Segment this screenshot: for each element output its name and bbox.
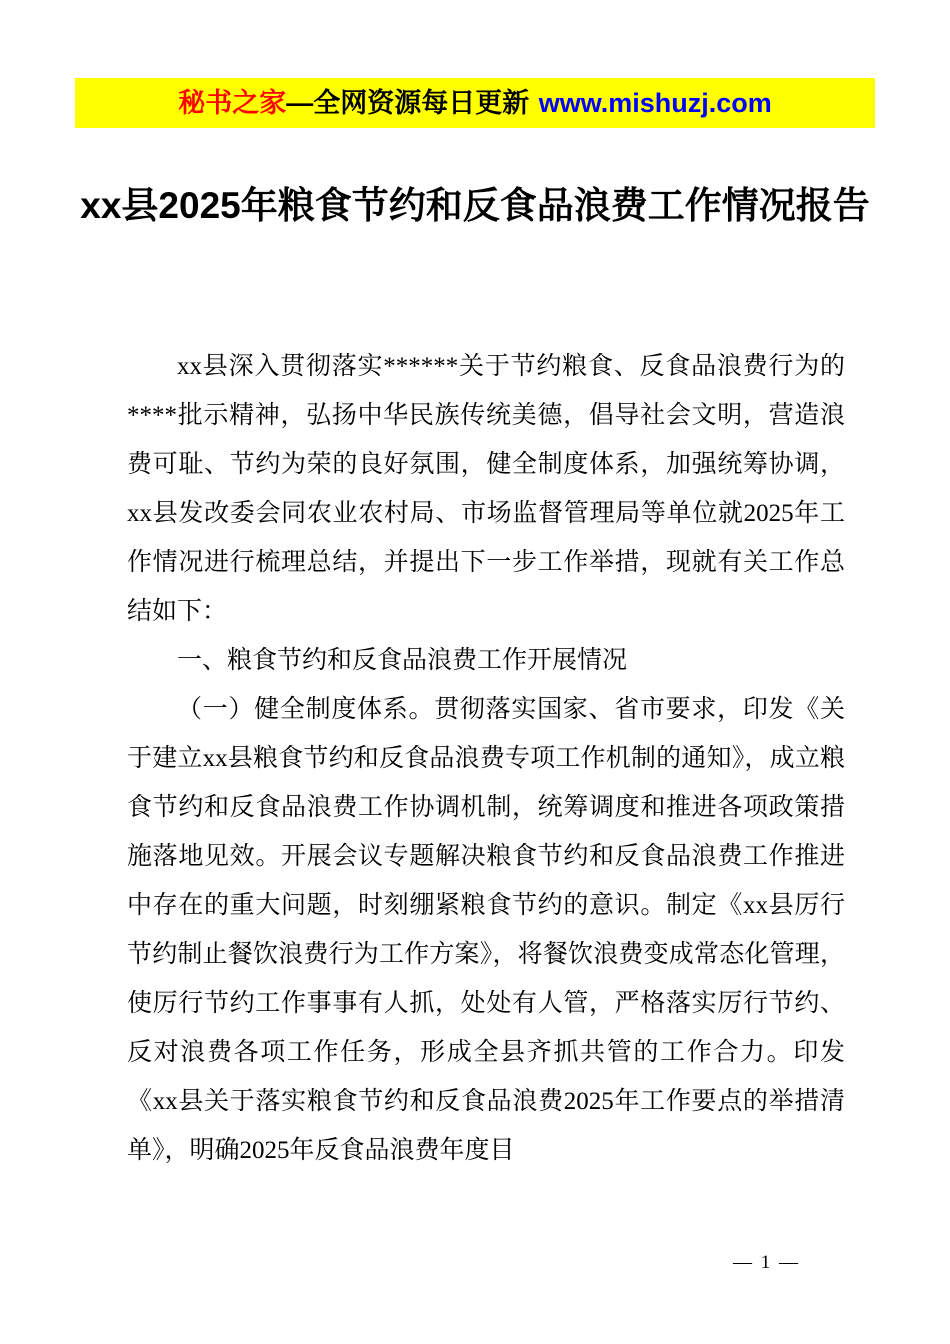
paragraph-intro: xx县深入贯彻落实******关于节约粮食、反食品浪费行为的****批示精神，弘扬中华民族传统美德，倡导社会文明，营造浪费可耻、节约为荣的良好氛围，健全制度体系，加强统筹协调，xx县发改委会同农业农村局、市场监督管理局等单位就2025年工作情况进行梳理总结，并提出下一步工作举措，现就有关工作总结如下： — [127, 353, 845, 625]
paragraph-section-one: （一）健全制度体系。贯彻落实国家、省市要求，印发《关于建立xx县粮食节约和反食品浪费专项工作机制的通知》，成立粮食节约和反食品浪费工作协调机制，统筹调度和推进各项政策措施落地见效。开展会议专题解决粮食节约和反食品浪费工作推进中存在的重大问题，时刻绷紧粮食节约的意识。制定《xx县厉行节约制止餐饮浪费行为工作方案》，将餐饮浪费变成常态化管理，使厉行节约工作事事有人抓，处处有人管，严格落实厉行节约、反对浪费各项工作任务，形成全县齐抓共管的工作合力。印发《xx县关于落实粮食节约和反食品浪费2025年工作要点的举措清单》，明确2025年反食品浪费年度目 — [127, 696, 845, 1164]
section-heading: 一、粮食节约和反食品浪费工作开展情况 — [177, 647, 628, 674]
page-number: — 1 — — [733, 1252, 800, 1273]
site-banner — [75, 78, 875, 128]
document-body — [127, 342, 845, 1175]
document-title: xx县2025年粮食节约和反食品浪费工作情况报告 — [80, 185, 870, 226]
site-name: 秘书之家 — [178, 88, 287, 118]
banner-tagline: —全网资源每日更新 — [286, 88, 530, 118]
site-url-link[interactable]: www.mishuzj.com — [538, 88, 772, 118]
